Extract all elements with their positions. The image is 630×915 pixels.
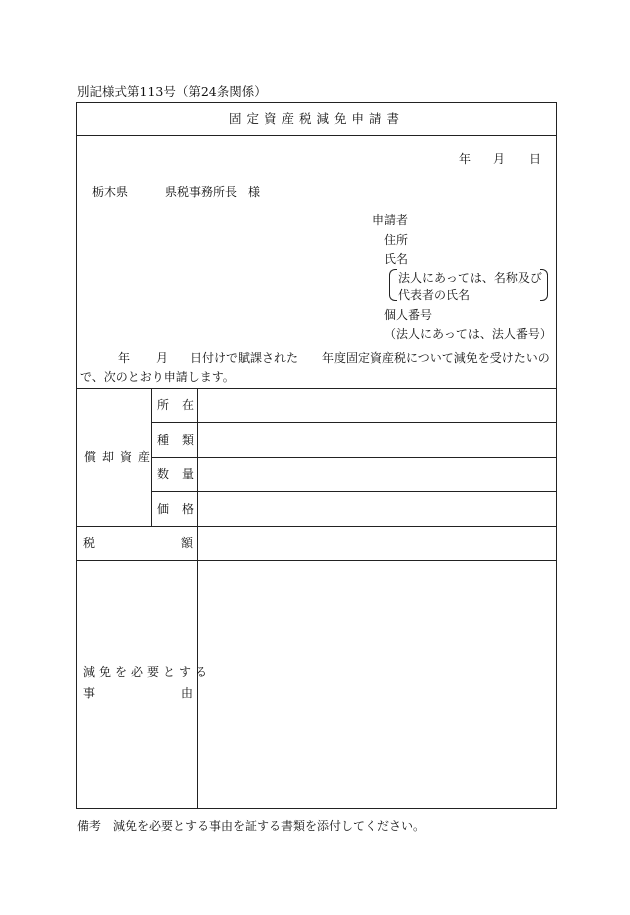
statement-date-text: 日付けで賦課された — [190, 351, 299, 365]
reason-label-line2-left: 事 — [83, 686, 96, 700]
row-label-price: 価格 — [157, 502, 208, 516]
statement-line2: で、次のとおり申請します。 — [80, 370, 235, 384]
form-title: 固定資産税減免申請書 — [228, 111, 404, 126]
statement-month: 月 — [156, 351, 169, 365]
date-month: 月 — [493, 152, 506, 166]
addressee-honorific: 様 — [248, 185, 261, 199]
row-label-location: 所在 — [157, 398, 208, 412]
applicant-heading: 申請者 — [372, 213, 409, 227]
reason-label-line2-right: 由 — [181, 686, 194, 700]
statement-fiscal-year-text: 年度固定資産税について減免を受けたいの — [322, 351, 550, 365]
tax-label-right: 額 — [181, 536, 194, 550]
corp-note-line1: 法人にあっては、名称及び — [398, 271, 542, 285]
title-divider — [76, 135, 557, 136]
reason-label-line1: 減免を必要とする — [83, 665, 212, 679]
addressee-prefecture: 栃木県 — [92, 185, 129, 199]
location-value-field[interactable] — [198, 389, 556, 422]
reason-field[interactable] — [198, 561, 556, 808]
quantity-value-field[interactable] — [198, 458, 556, 491]
applicant-name-label: 氏名 — [384, 252, 409, 266]
row-label-type: 種類 — [157, 433, 208, 447]
applicant-id-label: 個人番号 — [384, 308, 433, 322]
date-day: 日 — [529, 152, 542, 166]
corp-note-bracket-left — [389, 269, 397, 301]
corp-note-line2: 代表者の氏名 — [398, 288, 471, 302]
statement-year: 年 — [118, 351, 131, 365]
addressee-office: 県税事務所長 — [165, 185, 238, 199]
form-number: 別記様式第113号（第24条関係） — [77, 84, 267, 99]
remarks: 備考 減免を必要とする事由を証する書類を添付してください。 — [77, 819, 426, 833]
row-label-quantity: 数量 — [157, 467, 208, 481]
date-year: 年 — [459, 152, 472, 166]
applicant-id-note: （法人にあっては、法人番号） — [384, 327, 552, 341]
applicant-address-label: 住所 — [384, 233, 409, 247]
type-value-field[interactable] — [198, 423, 556, 457]
tax-label-left: 税 — [83, 536, 96, 550]
asset-group-label: 償却資産 — [84, 450, 157, 464]
price-value-field[interactable] — [198, 492, 556, 526]
tax-amount-field[interactable] — [198, 527, 556, 560]
